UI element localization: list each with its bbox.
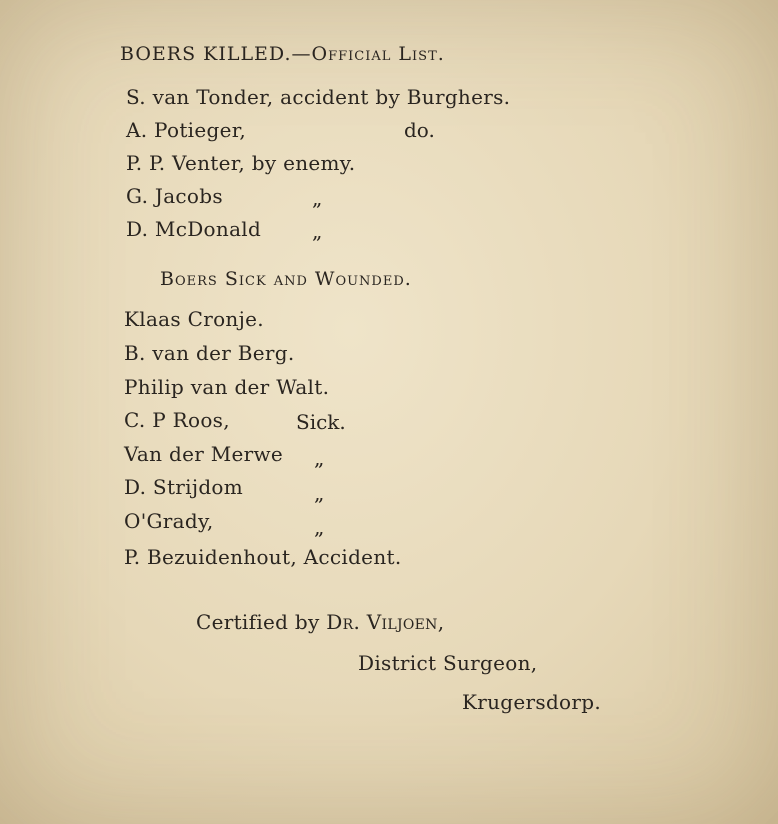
wounded-heading: Boers Sick and Wounded. [160,268,412,290]
killed-entry-5-note: „ [312,219,323,243]
killed-entry-2-note: do. [404,118,435,142]
wounded-entry-4: C. P Roos, [124,408,230,432]
certified-place: Krugersdorp. [462,690,602,714]
killed-entry-5: D. McDonald [126,217,262,241]
wounded-entry-6-note: „ [314,481,325,505]
wounded-entry-3: Philip van der Walt. [124,375,330,399]
certified-prefix: Certified by [196,610,327,634]
killed-entry-4-note: „ [312,186,323,210]
wounded-entry-1: Klaas Cronje. [124,307,264,331]
killed-entry-3: P. P. Venter, by enemy. [126,151,356,175]
killed-entry-2: A. Potieger, [126,118,247,142]
killed-entry-1: S. van Tonder, accident by Burghers. [126,85,511,109]
wounded-entry-2: B. van der Berg. [124,341,295,365]
wounded-entry-7: O'Grady, [124,509,214,533]
wounded-entry-5-note: „ [314,446,325,470]
wounded-entry-8: P. Bezuidenhout, Accident. [124,545,402,569]
certified-line [196,610,444,634]
wounded-entry-6: D. Strijdom [124,475,244,499]
killed-entry-4: G. Jacobs [126,184,223,208]
wounded-entry-5: Van der Merwe [124,442,284,466]
killed-heading-sub: Official List. [311,43,445,65]
wounded-entry-4-note: Sick. [296,410,346,434]
certified-title: District Surgeon, [358,651,538,675]
wounded-entry-7-note: „ [314,515,325,539]
certified-name: Dr. Viljoen, [326,610,445,634]
killed-heading [120,42,445,66]
killed-heading-main: BOERS KILLED.— [120,43,312,65]
